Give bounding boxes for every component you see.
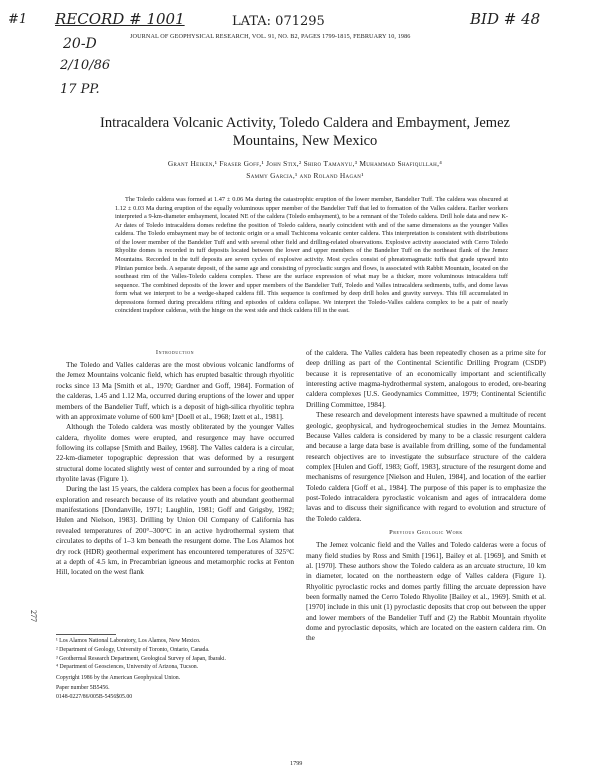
handwritten-date: 2/10/86 — [60, 58, 111, 73]
handwritten-bid: BID # 48 — [470, 10, 541, 28]
handwritten-code: 20-D — [63, 36, 97, 52]
handwritten-lata: LATA: 071295 — [232, 14, 325, 29]
paragraph: The Jemez volcanic field and the Valles and Toledo calderas were a focus of many field studies by Ross and Smith [1961], Bailey et al. [1969], and Smith et al. [1970]. These authors show the Toledo caldera as an arcuate structure, 10 km in diameter, located on the northeastern edge of Valles caldera (Figure 1). Rhyolitic pyroclastic rocks and domes partly filling the arcuate depression have been formally named the Cerro Toledo Rhyolite [Bailey et al., 1969]. Smith et al. [1970] include in this unit (1) pyroclastic deposits that crop out between the upper and lower members of the Bandelier Tuff and (2) the Rabbit Mountain rhyolite dome and pyroclastic deposits, which are located on the eastern caldera rim. On the — [306, 540, 546, 643]
paper-number: Paper number 5B5456. — [56, 685, 110, 692]
left-column — [56, 348, 294, 578]
side-stamp: 277 — [29, 610, 38, 622]
page-number: 1799 — [290, 760, 303, 767]
footnote-3: ³ Geothermal Research Department, Geological Survey of Japan, Ibaraki. — [56, 655, 226, 662]
paragraph: These research and development interests have spawned a multitude of recent geologic, geophysical, and hydrogeochemical studies in the Jemez Mountains. Because Valles caldera is considered by many to be a classic resurgent caldera and because a large data base is available from drilling, some of the fundamental research objectives are to investigate the subsurface structure of the caldera complex [Hulen and Goff, 1983; Goff, 1983], structure of the resurgent dome and mechanisms of resurgence [Nielson and Hulen, 1984], and location of the earlier Toledo caldera [Goff et al., 1984]. The purpose of this paper is to emphasize the post-Toledo intracaldera pyroclastic volcanism and ages of intracaldera dome lavas and to discuss their significance with regard to evolution and structure of the Toledo caldera. — [306, 410, 546, 523]
footnotes — [56, 634, 296, 703]
paragraph: The Toledo and Valles calderas are the most obvious volcanic landforms of the Jemez Mountains volcanic field, which has erupted basaltic through rhyolitic rocks since 13 Ma [Smith et al., 1970; Gardner and Goff, 1984]. Formation of the calderas, 1.45 and 1.12 Ma, occurred during eruptions of the lower and upper members of the Bandelier Tuff, which is a deposit of high-silica rhyolitic tephra with an approximate volume of 600 km³ [Doell et al., 1968; Izett et al., 1981]. — [56, 360, 294, 421]
paragraph: of the caldera. The Valles caldera has been repeatedly chosen as a prime site for deep drilling as part of the Continental Scientific Drilling Program (CSDP) because it is representative of an economically important and scientifically interesting active magma-hydrothermal system, analogous to eroded, ore-bearing caldera complexes [U.S. Geodynamics Committee, 1979; Continental Scientific Drilling Committee, 1984]. — [306, 348, 546, 409]
journal-header: JOURNAL OF GEOPHYSICAL RESEARCH, VOL. 91, NO. B2, PAGES 1799-1815, FEBRUARY 10, 1986 — [130, 33, 411, 40]
footnote-rule — [56, 634, 116, 635]
footnote-2: ² Department of Geology, University of Toronto, Ontario, Canada. — [56, 646, 210, 653]
handwritten-record-number: RECORD # 1001 — [55, 10, 185, 28]
handwritten-hash: #1 — [8, 12, 28, 27]
paragraph: During the last 15 years, the caldera complex has been a focus for geothermal exploration and research because of its relative youth and abundant geothermal manifestations [Dondanville, 1971; Laughlin, 1981; Goff and Grigsby, 1982; Hulen and Nielson, 1983]. Drilling by Union Oil Company of California has revealed temperatures of 200°–300°C in an active hydrothermal system that circulates to depths of 1–3 km beneath the resurgent dome. The Los Alamos hot dry rock (HDR) geothermal experiment has encountered temperatures of 325°C at a depth of 4.5 km, in Precambrian igneous and metamorphic rocks at Fenton Hill, located on the west flank — [56, 484, 294, 577]
paragraph: Although the Toledo caldera was mostly obliterated by the younger Valles caldera, rhyolite domes were erupted, and resurgence may have occurred following its collapse [Smith and Bailey, 1968]. The Valles caldera is a circular, 22-km-diameter topographic depression that was deformed by a resurgent structural dome located slightly west of center and surrounded by a ring of moat rhyolite lavas (Figure 1). — [56, 422, 294, 484]
paper-title: Intracaldera Volcanic Activity, Toledo Caldera and Embayment, Jemez Mountains, New Mexico — [100, 115, 510, 150]
copyright-notice: Copyright 1986 by the American Geophysical Union. — [56, 675, 181, 682]
section-heading-previous-work: Previous Geologic Work — [389, 529, 463, 537]
right-column — [306, 348, 546, 644]
authors-line-1: Grant Heiken,¹ Fraser Goff,¹ John Stix,² Shiro Tamanyu,³ Muhammad Shafiqullah,⁴ — [167, 159, 443, 168]
issn-code: 0148-0227/86/005B-5456$05.00 — [56, 693, 133, 700]
authors-line-2: Sammy Garcia,¹ and Roland Hagan¹ — [246, 170, 364, 180]
footnote-4: ⁴ Department of Geosciences, University of Arizona, Tucson. — [56, 664, 199, 671]
handwritten-pages: 17 PP. — [60, 82, 100, 97]
author-list — [60, 158, 550, 182]
footnote-1: ¹ Los Alamos National Laboratory, Los Alamos, New Mexico. — [56, 638, 201, 644]
abstract: The Toledo caldera was formed at 1.47 ± 0.06 Ma during the catastrophic eruption of the lower member, Bandelier Tuff. The caldera was obscured at 1.12 ± 0.03 Ma during eruption of the equally voluminous upper member of the Bandelier Tuff that led to formation of the Valles caldera. Earlier workers interpreted a 9-km-diameter embayment, located NE of the caldera (Toledo embayment), to be a remnant of the Toledo caldera. Drill hole data and new K-Ar dates of Toledo intracaldera domes redefine the position of Toledo caldera, nearly coincident with and of the same dimensions as the younger Valles caldera. The Toledo embayment may be of tectonic origin or a small Tschicoma volcanic center caldera. This interpretation is consistent with distributions of the lower member of the Bandelier Tuff and with several other field and drilling-related observations. Explosive activity associated with Cerro Toledo Rhyolite domes is recorded in tuff deposits located between the lower and upper members of the Bandelier Tuff on the northeast flank of the Jemez Mountains. Recorded in the tuff deposits are seven cycles of explosive activity. Most cycles consist of phreatomagmatic tuffs that grade upward into Plinian pumice beds. A separate deposit, of the same age and consisting of pyroclastic surges and flows, is associated with Rabbit Mountain, located on the southeast rim of the Valles-Toledo caldera complex. These are the surface expression of what may be a thicker, more voluminous intracaldera tuff sequence. The combined deposits of the lower and upper members of the Bandelier Tuff, Toledo and Valles intracaldera sediments, tuffs, and dome lavas form what we interpret to be a wedge-shaped caldera fill. This sequence is confirmed by deep drill holes and gravity surveys. This fill accumulated in depressions formed during precaldera rifting and episodes of caldera collapse. We interpret the Toledo-Valles caldera complex to be a pair of nearly coincident trapdoor calderas, with the hinge on the west side and thick caldera fill in the east. — [115, 196, 508, 315]
section-heading-introduction: Introduction — [155, 349, 195, 356]
